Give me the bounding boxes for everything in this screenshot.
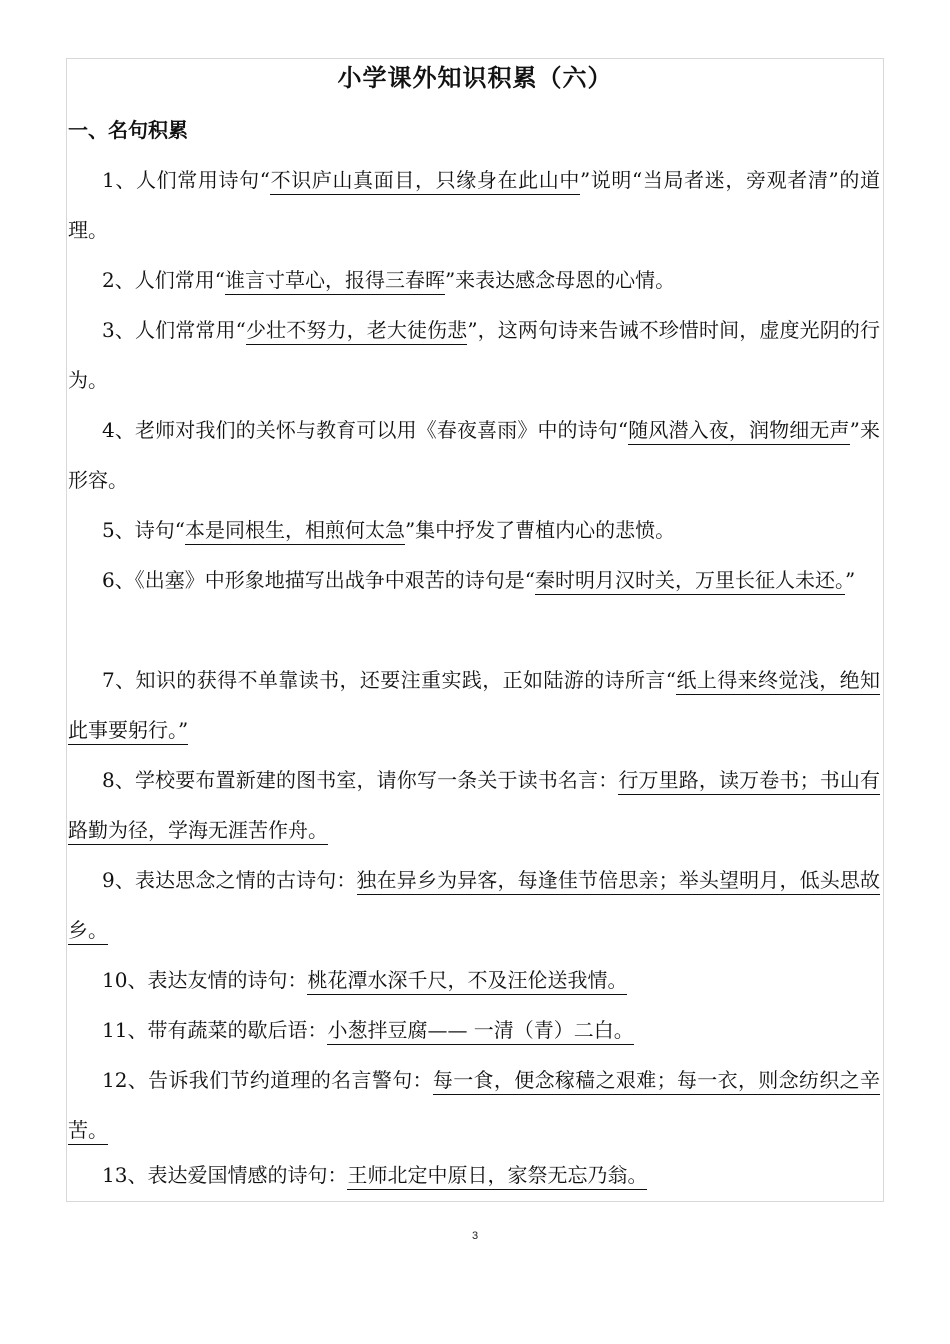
- answer: 独在异乡为异客，每逢佳节倍思亲；举头望明月，低头思故乡。: [68, 868, 880, 945]
- answer: 少壮不努力，老大徒伤悲: [246, 318, 467, 345]
- section-heading: 一、名句积累: [68, 118, 188, 142]
- answer: 秦时明月汉时关，万里长征人未还。: [535, 568, 845, 595]
- page-title: 小学课外知识积累（六）: [337, 64, 613, 92]
- answer: 随风潜入夜，润物细无声: [628, 418, 849, 445]
- list-item: 13、表达爱国情感的诗句：王师北定中原日，家祭无忘乃翁。: [68, 1150, 880, 1200]
- list-item: 11、带有蔬菜的歇后语：小葱拌豆腐—— 一清（青）二白。: [68, 1005, 880, 1055]
- list-item: 12、告诉我们节约道理的名言警句：每一食，便念稼穑之艰难；每一衣，则念纺织之辛苦。: [68, 1055, 880, 1155]
- list-item: 4、老师对我们的关怀与教育可以用《春夜喜雨》中的诗句“随风潜入夜，润物细无声”来形容。: [68, 418, 881, 492]
- answer: 不识庐山真面目，只缘身在此山中: [270, 168, 580, 195]
- page-number: 3: [471, 1230, 479, 1242]
- list-item: 3、人们常常用“少壮不努力，老大徒伤悲”，这两句诗来告诫不珍惜时间，虚度光阴的行为。: [68, 318, 881, 392]
- answer: 本是同根生，相煎何太急: [185, 518, 405, 545]
- answer: 桃花潭水深千尺，不及汪伦送我情。: [307, 968, 627, 995]
- answer: 王师北定中原日，家祭无忘乃翁。: [347, 1163, 647, 1190]
- answer: 谁言寸草心，报得三春晖: [225, 268, 445, 295]
- list-item: 5、诗句“本是同根生，相煎何太急”集中抒发了曹植内心的悲愤。: [68, 505, 880, 555]
- answer: 每一食，便念稼穑之艰难；每一衣，则念纺织之辛苦。: [68, 1068, 880, 1145]
- answer: 小葱拌豆腐—— 一清（青）二白。: [327, 1018, 633, 1045]
- list-item: 2、人们常用“谁言寸草心，报得三春晖”来表达感念母恩的心情。: [68, 255, 880, 305]
- answer: 纸上得来终觉浅，绝知此事要躬行。”: [68, 668, 880, 745]
- answer: 行万里路，读万卷书；书山有路勤为径，学海无涯苦作舟。: [68, 768, 880, 845]
- list-item: 7、知识的获得不单靠读书，还要注重实践，正如陆游的诗所言“纸上得来终觉浅，绝知此事要躬行。”: [68, 655, 880, 755]
- list-item: 9、表达思念之情的古诗句：独在异乡为异客，每逢佳节倍思亲；举头望明月，低头思故乡。: [68, 855, 880, 955]
- list-item: 8、学校要布置新建的图书室，请你写一条关于读书名言：行万里路，读万卷书；书山有路勤为径，学海无涯苦作舟。: [68, 755, 880, 855]
- list-item: 1、人们常用诗句“不识庐山真面目，只缘身在此山中”说明“当局者迷，旁观者清”的道理。: [68, 168, 880, 242]
- list-item: 6、《出塞》中形象地描写出战争中艰苦的诗句是“秦时明月汉时关，万里长征人未还。”: [68, 555, 880, 605]
- list-item: 10、表达友情的诗句：桃花潭水深千尺，不及汪伦送我情。: [68, 955, 880, 1005]
